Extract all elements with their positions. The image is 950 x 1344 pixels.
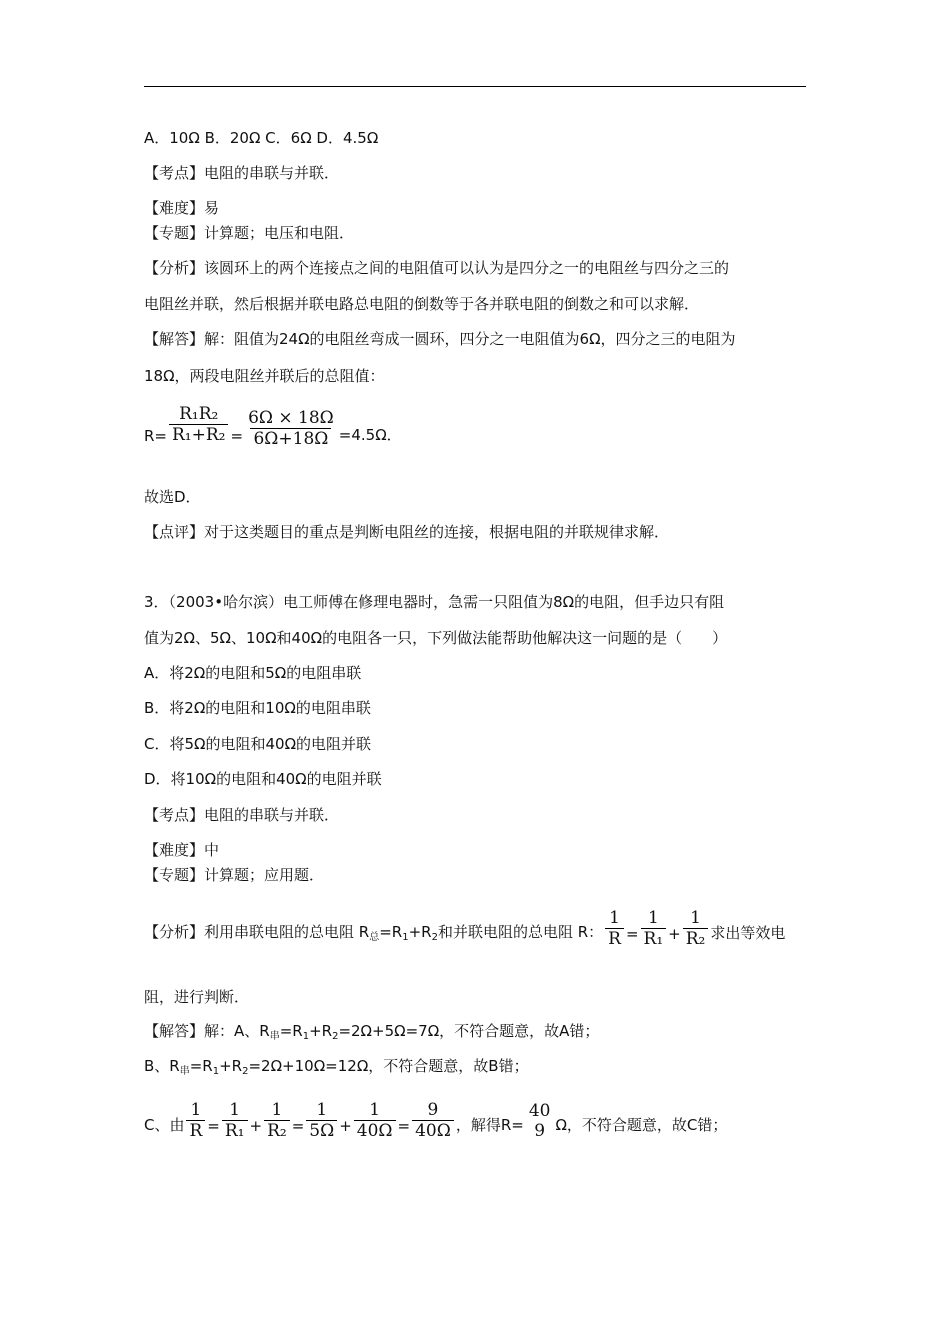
fraction-numerator: R₁R₂ [179,404,219,424]
q2-options: A．10Ω B．20Ω C．6Ω D．4.5Ω [144,129,379,147]
q3-jieda-b: B、$R_串=R_1+R_2=2\Omega+10\Omega=12\Omega$，不符合题意，故B错； [144,1057,529,1077]
q3-option-c: C．将5Ω的电阻和40Ω的电阻并联 [144,735,372,753]
q3-stem-line1: 3．（2003•哈尔滨）电工师傅在修理电器时，急需一只阻值为8Ω的电阻，但手边只有阻 [144,593,725,611]
q3-stem-line2: 值为2Ω、5Ω、10Ω和40Ω的电阻各一只，下列做法能帮助他解决这一问题的是（ ） [144,629,728,647]
jieda-c-prefix: C、由 [144,1116,185,1134]
fenxi-text-e: 求出等效电 [710,924,786,942]
fraction-1-over-r2: $\frac{1}{\text{R₂}}$ [264,1100,290,1141]
fraction-40-over-9: 40 9 [528,1101,551,1141]
fraction-numerator: 6Ω × 18Ω [248,408,334,428]
fenxi-sub-total: 总 [369,932,380,943]
formula-equals: = [230,427,244,445]
q3-fenxi-line1 [144,908,785,949]
q3-jieda-a: 【解答】解：A、$R_串=R_1+R_2=2\Omega+5\Omega=7\Omega$，不符合题意，故A错； [144,1022,600,1042]
q3-option-d: D．将10Ω的电阻和40Ω的电阻并联 [144,770,382,788]
fraction-numerator: 1 [690,908,701,928]
formula-fraction-values [245,408,337,449]
q3-nandu: 【难度】中 [144,841,220,859]
fraction-numerator: 1 [647,908,659,928]
q3-zhuanti: 【专题】计算题；应用题． [144,866,325,884]
q2-zhuanti: 【专题】计算题；电压和电阻． [144,224,355,242]
fraction-numerator: 1 [609,908,620,928]
q2-answer: 故选D． [144,488,201,506]
fraction-1-over-r: $\frac{1}{R}$ [186,1100,205,1141]
fraction-denominator: 6Ω+18Ω [250,428,331,449]
fenxi-plus: + [668,925,681,943]
formula-result: =4.5Ω． [338,426,402,444]
fenxi-equals: = [625,925,639,943]
q3-kaodian: 【考点】电阻的串联与并联． [144,806,340,824]
fraction-9-over-40: $\frac{9}{40\Omega}$ [412,1100,454,1141]
fraction-1-over-40: $\frac{1}{40\Omega}$ [354,1100,396,1141]
fraction-denominator: R₁+R₂ [169,424,228,445]
fenxi-fraction-1-over-r2 [683,908,709,949]
q2-formula [144,404,402,449]
fraction-denominator: R₁ [641,928,667,949]
fenxi-text-d: 和并联电阻的总电阻 R： [437,923,604,941]
header-rule [144,86,806,87]
fraction-denominator: R₂ [683,928,709,949]
fenxi-text-b: =R [379,923,403,941]
q3-jieda-c: C、由 $\frac{1}{R}$ = $\frac{1}{\text{R₁}}$ + $\frac{1}{\text{R₂}}$ = $\frac{1}{5\Omega}$ + $\frac{1}{40\Omega}$ = $\frac{9}{40\Omega}$ ，解得R= 40 9 Ω，不符合题意，故C错； [144,1100,728,1141]
fraction-1-over-5: $\frac{1}{5\Omega}$ [306,1100,337,1141]
q2-nandu: 【难度】易 [144,199,220,217]
fenxi-text-a: 【分析】利用串联电阻的总电阻 R [144,923,370,941]
q3-option-b: B．将2Ω的电阻和10Ω的电阻串联 [144,699,371,717]
q2-fenxi-line2: 电阻丝并联，然后根据并联电路总电阻的倒数等于各并联电阻的倒数之和可以求解． [144,295,700,313]
q2-jieda-line1: 【解答】解：阻值为24Ω的电阻丝弯成一圆环，四分之一电阻值为6Ω，四分之三的电阻为 [144,330,736,348]
fenxi-text-c: +R [408,923,432,941]
fraction-denominator: R [605,928,624,949]
q2-kaodian: 【考点】电阻的串联与并联． [144,164,340,182]
fenxi-fraction-1-over-r1 [641,908,667,949]
q2-jieda-line2: 18Ω，两段电阻丝并联后的总阻值： [144,367,385,385]
fenxi-sub-1: 1 [402,932,409,943]
q2-fenxi-line1: 【分析】该圆环上的两个连接点之间的电阻值可以认为是四分之一的电阻丝与四分之三的 [144,259,730,277]
formula-fraction-r1r2 [169,404,228,445]
fenxi-fraction-1-over-r [605,908,624,949]
q3-fenxi-line2: 阻，进行判断． [144,988,250,1006]
q3-option-a: A．将2Ω的电阻和5Ω的电阻串联 [144,664,362,682]
fenxi-sub-2: 2 [431,932,438,943]
fraction-1-over-r1: $\frac{1}{\text{R₁}}$ [222,1100,248,1141]
q2-dianping: 【点评】对于这类题目的重点是判断电阻丝的连接，根据电阻的并联规律求解． [144,523,670,541]
formula-lhs: R= [144,427,167,445]
